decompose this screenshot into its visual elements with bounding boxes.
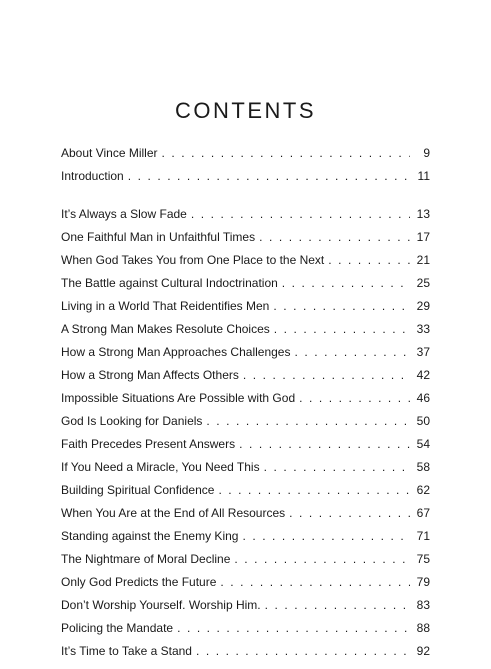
toc-entry	[61, 525, 430, 548]
front-matter-list	[61, 142, 430, 188]
toc-entry-title: How a Strong Man Approaches Challenges	[61, 345, 291, 359]
chapter-list	[61, 203, 430, 663]
toc-entry	[61, 364, 430, 387]
toc-entry-page-number: 11	[417, 169, 430, 183]
toc-entry-title: When You Are at the End of All Resources	[61, 506, 286, 520]
dot-leader	[191, 203, 410, 226]
toc-entry-title: How a Strong Man Affects Others	[61, 368, 239, 382]
toc-entry-title: Impossible Situations Are Possible with God	[61, 391, 296, 405]
dot-leader	[177, 617, 410, 640]
toc-entry-title: Introduction	[61, 169, 124, 183]
toc-entry-page-number: 29	[416, 299, 430, 313]
toc-entry-title: Faith Precedes Present Answers	[61, 437, 236, 451]
dot-leader	[328, 249, 410, 272]
toc-entry-title: About Vince Miller	[61, 146, 158, 160]
dot-leader	[239, 433, 410, 456]
dot-leader	[196, 640, 410, 663]
toc-entry-page-number: 17	[416, 230, 430, 244]
toc-entry-page-number: 46	[416, 391, 430, 405]
toc-entry	[61, 318, 430, 341]
toc-entry	[61, 640, 430, 663]
toc-entry	[61, 594, 430, 617]
dot-leader	[206, 410, 410, 433]
dot-leader	[282, 272, 410, 295]
toc-entry-title: A Strong Man Makes Resolute Choices	[61, 322, 270, 336]
toc-entry-page-number: 62	[416, 483, 430, 497]
toc-entry	[61, 502, 430, 525]
dot-leader	[259, 226, 410, 249]
toc-entry-page-number: 88	[416, 621, 430, 635]
dot-leader	[274, 318, 410, 341]
dot-leader	[265, 594, 410, 617]
toc-entry-page-number: 42	[416, 368, 430, 382]
toc-entry-page-number: 9	[423, 146, 430, 160]
toc-entry-page-number: 21	[416, 253, 430, 267]
dot-leader	[218, 479, 410, 502]
toc-entry	[61, 456, 430, 479]
toc-entry-title: Living in a World That Reidentifies Men	[61, 299, 270, 313]
toc-entry-title: Only God Predicts the Future	[61, 575, 217, 589]
toc-entry-page-number: 67	[416, 506, 430, 520]
dot-leader	[243, 364, 410, 387]
toc-entry-page-number: 75	[416, 552, 430, 566]
toc-entry	[61, 479, 430, 502]
toc-entry	[61, 295, 430, 318]
toc-entry	[61, 617, 430, 640]
toc-entry-page-number: 13	[416, 207, 430, 221]
toc-entry	[61, 226, 430, 249]
toc-entry	[61, 433, 430, 456]
dot-leader	[294, 341, 410, 364]
toc-entry-title: God Is Looking for Daniels	[61, 414, 203, 428]
toc-entry	[61, 341, 430, 364]
toc-entry	[61, 142, 430, 165]
dot-leader	[234, 548, 410, 571]
toc-entry-page-number: 25	[416, 276, 430, 290]
toc-entry-title: Don’t Worship Yourself. Worship Him.	[61, 598, 261, 612]
toc-entry	[61, 203, 430, 226]
toc-entry-page-number: 79	[416, 575, 430, 589]
toc-entry-title: One Faithful Man in Unfaithful Times	[61, 230, 256, 244]
toc-entry-title: The Battle against Cultural Indoctrination	[61, 276, 278, 290]
toc-entry-page-number: 92	[416, 644, 430, 658]
page-title: CONTENTS	[175, 97, 316, 123]
toc-entry	[61, 410, 430, 433]
toc-entry	[61, 387, 430, 410]
toc-entry-page-number: 71	[416, 529, 430, 543]
dot-leader	[289, 502, 410, 525]
toc-entry-title: Policing the Mandate	[61, 621, 174, 635]
dot-leader	[273, 295, 410, 318]
toc-entry	[61, 548, 430, 571]
dot-leader	[220, 571, 410, 594]
dot-leader	[299, 387, 410, 410]
toc-entry	[61, 249, 430, 272]
toc-entry	[61, 272, 430, 295]
toc-entry-page-number: 83	[416, 598, 430, 612]
toc-entry-title: If You Need a Miracle, You Need This	[61, 460, 260, 474]
toc-entry-title: The Nightmare of Moral Decline	[61, 552, 231, 566]
toc-entry-page-number: 37	[416, 345, 430, 359]
toc-entry-page-number: 33	[416, 322, 430, 336]
toc-entry-title: Standing against the Enemy King	[61, 529, 239, 543]
dot-leader	[162, 142, 411, 165]
toc-entry-title: Building Spiritual Confidence	[61, 483, 215, 497]
dot-leader	[264, 456, 410, 479]
toc-entry-page-number: 54	[416, 437, 430, 451]
toc-entry-page-number: 50	[416, 414, 430, 428]
toc-entry-page-number: 58	[416, 460, 430, 474]
toc-entry-title: It’s Always a Slow Fade	[61, 207, 187, 221]
toc-entry-title: It’s Time to Take a Stand	[61, 644, 192, 658]
toc-entry	[61, 165, 430, 188]
dot-leader	[128, 165, 410, 188]
toc-entry-title: When God Takes You from One Place to the Next	[61, 253, 325, 267]
dot-leader	[242, 525, 410, 548]
toc-entry	[61, 571, 430, 594]
